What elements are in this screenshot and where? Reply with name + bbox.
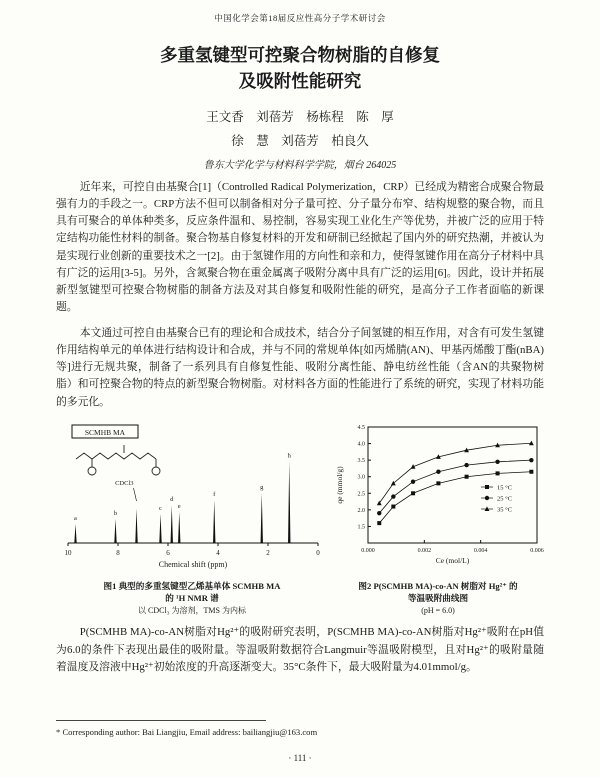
svg-text:Ce (mol/L): Ce (mol/L)	[435, 555, 470, 565]
fig2-caption-line2: 等温吸附曲线图	[407, 593, 469, 604]
svg-text:SCMHB MA: SCMHB MA	[84, 427, 126, 437]
svg-text:4.0: 4.0	[357, 441, 365, 448]
svg-text:2: 2	[266, 548, 270, 557]
svg-text:qe (mmol/g): qe (mmol/g)	[335, 466, 344, 504]
svg-text:c: c	[159, 504, 162, 512]
svg-text:a: a	[74, 515, 77, 523]
corresponding-author-footnote: * Corresponding author: Bai Liangjiu, Email address: bailiangjiu@163.com	[56, 727, 318, 737]
svg-text:3.0: 3.0	[357, 474, 365, 481]
svg-text:2.5: 2.5	[357, 491, 365, 498]
svg-text:4.5: 4.5	[357, 424, 365, 431]
paper-title	[56, 42, 544, 95]
svg-text:25 °C: 25 °C	[497, 495, 513, 503]
fig1-caption-line1: 图1 典型的多重氢键型乙烯基单体 SCMHB MA	[103, 580, 281, 591]
svg-text:10: 10	[64, 548, 72, 557]
svg-text:d: d	[170, 496, 174, 504]
authors-line-2: 徐 慧 刘蓓芳 柏良久	[231, 133, 369, 148]
paragraph-intro: 近年来，可控自由基聚合[1]（Controlled Radical Polymerization，CRP）已经成为精密合成聚合物最强有力的手段之一。CRP方法不但可以制备相对分子量可控、分子量分布窄、结构规整的聚合物，而且具有可聚合的单体种类多，反应条件温和、易控制，容易实现工业化生产等优势，并被广泛的应用于特定结构功能性材料的制备。聚合物基自修复材料的开发和研制已经掀起了国内外的研究热潮，并被认为是实现行业创新的重要技术之一[2]。由于氢键作用的方向性和亲和力，使得氢键作用在高分子材料中具有广泛的运用[3-5]。另外，含氮聚合物在重金属离子吸附分离中具有广泛的运用[6]。因此，设计并拓展新型氢键型可控聚合物树脂的制备方法及对其自修复和吸附性能的研究，是高分子工作者面临的新课题。	[56, 180, 544, 314]
fig1-caption	[56, 580, 328, 617]
paper-title-line1: 多重氢键型可控聚合物树脂的自修复	[160, 45, 440, 65]
svg-text:35 °C: 35 °C	[497, 506, 513, 514]
paragraph-results: P(SCMHB MA)-co-AN树脂对Hg²⁺的吸附研究表明，P(SCMHB MA)-co-AN树脂对Hg²⁺吸附在pH值为6.0的条件下表现出最佳的吸附量。等温吸附数据符合Langmuir等温吸附模型，且对Hg²⁺的吸附量随着温度及溶液中Hg²⁺初始浓度的升高逐渐变大。35°C条件下，最大吸附量为4.01mmol/g。	[56, 626, 544, 673]
svg-text:e: e	[177, 502, 181, 510]
svg-text:3.5: 3.5	[357, 458, 365, 465]
figure-2	[332, 419, 544, 617]
svg-text:15 °C: 15 °C	[497, 484, 513, 492]
svg-text:8: 8	[116, 548, 120, 557]
footnote-divider	[56, 720, 266, 721]
svg-text:CDCl3: CDCl3	[115, 479, 134, 487]
svg-text:0.000: 0.000	[361, 547, 375, 554]
svg-text:0.006: 0.006	[530, 547, 544, 554]
svg-text:1.5: 1.5	[357, 524, 365, 531]
page-number: · 111 ·	[288, 753, 312, 763]
fig2-caption	[332, 580, 544, 617]
fig1-nmr-chart	[56, 419, 328, 577]
svg-text:0.004: 0.004	[473, 547, 488, 554]
svg-text:b: b	[113, 509, 118, 517]
fig1-caption-note: 以 CDCl₃ 为溶剂，TMS 为内标	[138, 605, 246, 615]
figure-1	[56, 419, 328, 617]
svg-text:6: 6	[166, 548, 170, 557]
affiliation: 鲁东大学化学与材料科学学院，烟台 264025	[203, 159, 397, 171]
paragraph-methods: 本文通过可控自由基聚合已有的理论和合成技术，结合分子间氢键的相互作用，对含有可发生氢键作用结构单元的单体进行结构设计和合成，并与不同的常规单体[如丙烯腈(AN)、甲基丙烯酸丁酯(nBA)等]进行无规共聚，制备了一系列具有自修复性能、吸附分离性能、静电纺丝性能（含AN的共聚物树脂）和可控聚合物的特点的新型聚合物树脂。对材料各方面的性能进行了系统的研究，实现了材料功能的多元化。	[56, 326, 545, 408]
fig2-caption-line1: 图2 P(SCMHB MA)-co-AN 树脂对 Hg²⁺ 的	[358, 580, 518, 591]
svg-text:0.002: 0.002	[417, 547, 432, 554]
svg-text:4: 4	[216, 548, 220, 557]
svg-text:2.0: 2.0	[357, 507, 365, 514]
svg-text:f: f	[213, 490, 216, 498]
conference-header: 中国化学会第18届反应性高分子学术研讨会	[214, 13, 386, 23]
fig2-caption-note: (pH = 6.0)	[421, 605, 455, 615]
fig1-caption-line2: 的 ¹H NMR 谱	[165, 593, 219, 604]
svg-text:Chemical shift (ppm): Chemical shift (ppm)	[158, 559, 228, 569]
paper-title-line2: 及吸附性能研究	[238, 71, 362, 92]
fig2-isotherm-chart	[332, 419, 544, 577]
figures-row	[56, 419, 544, 617]
authors-line-1: 王文香 刘蓓芳 杨栋程 陈 厚	[206, 109, 394, 124]
svg-text:h: h	[287, 452, 291, 460]
svg-text:g: g	[260, 484, 264, 492]
svg-text:0: 0	[316, 548, 320, 557]
